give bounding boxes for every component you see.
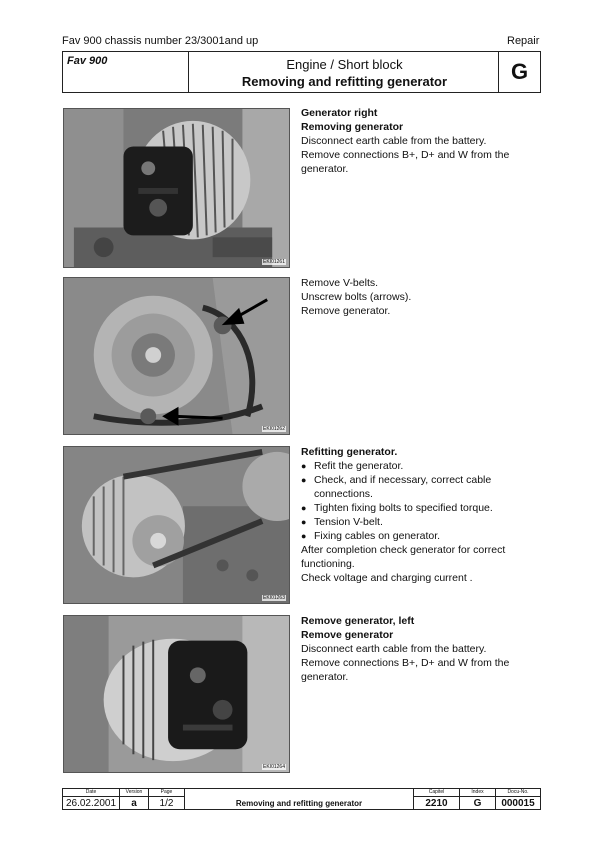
vbelt-bolts-illustration [64, 278, 289, 434]
instruction: Remove connections B+, D+ and W from the generator. [301, 657, 510, 683]
block-heading: Refitting generator. [301, 446, 398, 458]
instruction: Disconnect earth cable from the battery. [301, 135, 487, 147]
date-label: Date [63, 789, 119, 797]
index-letter: G [498, 52, 540, 92]
image-code: EKI01264 [263, 764, 285, 770]
model-name: Fav 900 [67, 55, 108, 67]
photo-refitting [63, 446, 290, 604]
list-item: ● Refit the generator. [301, 459, 541, 473]
footer-date-cell [63, 789, 120, 809]
block-subheading: Removing generator [301, 121, 404, 133]
text-block-generator-left [301, 614, 541, 684]
index-value: G [473, 798, 482, 809]
header-title-cell [189, 52, 500, 92]
index-label: Index [460, 789, 495, 797]
document-series: Fav 900 chassis number 23/3001and up [62, 35, 259, 47]
instruction: Disconnect earth cable from the battery. [301, 643, 487, 655]
instruction: Remove V-belts. [301, 277, 379, 289]
version-value: a [131, 798, 137, 809]
footer-table [62, 788, 541, 810]
generator-left-illustration [64, 616, 289, 772]
instruction: Check voltage and charging current . [301, 572, 473, 584]
capitel-value: 2210 [425, 798, 448, 809]
footer-capitel-cell [414, 789, 460, 809]
footer-index-cell [460, 789, 496, 809]
page-label: Page [149, 789, 184, 797]
capitel-label: Capitel [414, 789, 459, 797]
block-heading: Generator right [301, 107, 378, 119]
page-title: Removing and refitting generator [241, 74, 448, 89]
list-item: ● Fixing cables on generator. [301, 529, 541, 543]
footer-docu-cell [496, 789, 540, 809]
image-code: EKI01262 [263, 426, 285, 432]
docu-label: Docu-No. [496, 789, 540, 797]
instruction: After completion check generator for correct functioning. [301, 544, 506, 570]
text-block-removal [301, 276, 541, 318]
list-item: ● Tighten fixing bolts to specified torque. [301, 501, 541, 515]
category-label: Repair [507, 35, 540, 47]
refit-steps [301, 459, 541, 543]
image-code: EKI01261 [263, 259, 285, 265]
header-box [62, 51, 541, 93]
instruction: Unscrew bolts (arrows). [301, 291, 412, 303]
photo-generator-left [63, 615, 290, 773]
refitting-illustration [64, 447, 289, 603]
text-block-refitting [301, 445, 541, 585]
date-value: 26.02.2001 [65, 798, 117, 809]
docu-value: 000015 [501, 798, 535, 809]
footer-version-cell [120, 789, 149, 809]
block-heading: Remove generator, left [301, 615, 415, 627]
block-subheading: Remove generator [301, 629, 394, 641]
footer-page-cell [149, 789, 185, 809]
generator-right-illustration [64, 109, 289, 267]
instruction: Remove connections B+, D+ and W from the generator. [301, 149, 510, 175]
list-item: ● Tension V-belt. [301, 515, 541, 529]
page-value: 1/2 [159, 798, 174, 809]
photo-vbelt-bolts [63, 277, 290, 435]
footer-title: Removing and refitting generator [235, 799, 363, 808]
instruction: Remove generator. [301, 305, 391, 317]
text-block-generator-right [301, 106, 541, 176]
photo-generator-right [63, 108, 290, 268]
image-code: EKI01263 [263, 595, 285, 601]
version-label: Version [120, 789, 148, 797]
section-title: Engine / Short block [286, 57, 403, 72]
header-model-cell [63, 52, 189, 92]
list-item: ● Check, and if necessary, correct cable connections. [301, 473, 541, 501]
footer-title-cell [185, 789, 414, 809]
